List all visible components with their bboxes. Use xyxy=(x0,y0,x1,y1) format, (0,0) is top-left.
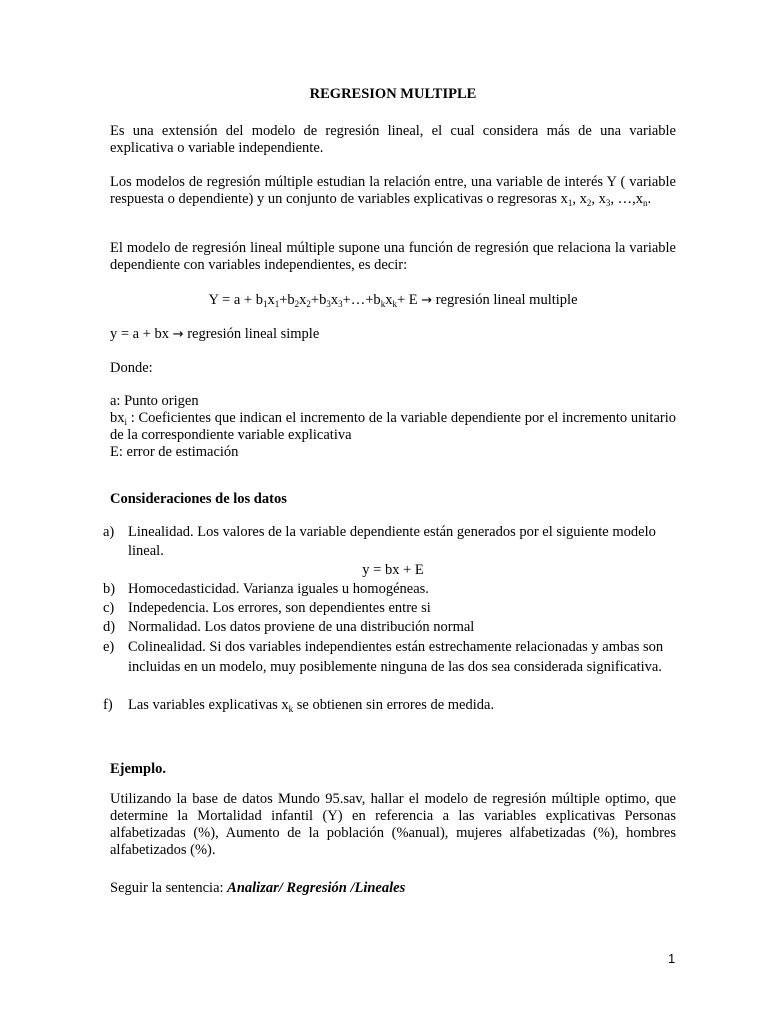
list-marker: f) xyxy=(103,697,113,713)
arrow-icon: → xyxy=(421,293,433,308)
list-item-text xyxy=(128,697,676,714)
list-item-text: Normalidad. Los datos proviene de una distribución normal xyxy=(128,619,475,635)
list-item xyxy=(103,581,676,598)
example-heading: Ejemplo. xyxy=(110,761,166,777)
list-item xyxy=(103,600,676,617)
list-item-text: Linealidad. Los valores de la variable dependiente están generados por el siguiente modelo lineal. xyxy=(128,524,656,559)
example-paragraph: Utilizando la base de datos Mundo 95.sav, hallar el modelo de regresión múltiple optimo, que determine la Mortalidad infantil (Y) en referencia a las variables explicativas Personas alfabetizadas (%), Aumento de la población (%anual), mujeres alfabetizadas (%), hombres alfabetizados (%). xyxy=(110,791,676,858)
list-item xyxy=(103,523,676,561)
multiple-equation-rendered: $Y = a + b_1x_1+b_2x_2+b_3x_3+\dots+b_kx_k+ E$ xyxy=(208,292,422,309)
list-item-text-before: Las variables explicativas x xyxy=(128,697,289,713)
model-paragraph: El modelo de regresión lineal múltiple supone una función de regresión que relaciona la variable dependiente con variables independientes, es decir: xyxy=(110,240,676,273)
list-item xyxy=(103,638,676,677)
follow-path: Analizar/ Regresión /Lineales xyxy=(227,880,406,896)
list-item-sub: k xyxy=(288,704,294,714)
arrow-icon: → xyxy=(172,327,184,342)
multiple-equation-label: regresión lineal multiple xyxy=(435,292,578,308)
list-item xyxy=(103,697,676,714)
list-marker: b) xyxy=(103,581,116,597)
models-paragraph-text: Los modelos de regresión múltiple estudian la relación entre, una variable de interés Y ( variable respuesta o dependiente) y un conjunto de variables explicativas o regresoras xyxy=(110,174,676,207)
list-item-text: Indepedencia. Los errores, son dependientes entre si xyxy=(128,600,431,616)
simple-equation-label: regresión lineal simple xyxy=(187,326,320,342)
definition-bx xyxy=(110,410,676,444)
page-number: 1 xyxy=(668,951,676,966)
list-item xyxy=(103,619,676,636)
donde-label: Donde: xyxy=(110,360,153,376)
considerations-heading: Consideraciones de los datos xyxy=(110,491,287,507)
linear-model-equation: y = bx + E xyxy=(362,562,424,578)
multiple-equation-line xyxy=(110,292,676,309)
simple-equation-line xyxy=(110,326,319,343)
definition-bx-sub: i xyxy=(124,417,128,427)
intro-paragraph: Es una extensión del modelo de regresión lineal, el cual considera más de una variable explicativa o variable independiente. xyxy=(110,123,676,156)
follow-prefix: Seguir la sentencia: xyxy=(110,880,228,896)
models-paragraph xyxy=(110,174,676,208)
list-marker: a) xyxy=(103,524,115,540)
models-paragraph-vars-rendered: $x_1$, $x_2$, $x_3$, $\dots,x_n$. xyxy=(560,191,652,208)
definition-e: E: error de estimación xyxy=(110,444,239,460)
list-marker: e) xyxy=(103,639,115,655)
definition-bx-prefix: bx xyxy=(110,410,125,426)
definition-bx-text: : Coeficientes que indican el incremento de la variable dependiente por el incremento unitario de la correspondiente variable explicativa xyxy=(110,410,676,443)
list-item-text: Homocedasticidad. Varianza iguales u homogéneas. xyxy=(128,581,429,597)
list-marker: d) xyxy=(103,619,116,635)
definition-a: a: Punto origen xyxy=(110,393,199,409)
list-item-text: Colinealidad. Si dos variables independientes están estrechamente relacionadas y ambas son incluidas en un modelo, muy posiblemente ninguna de las dos sea considerada significativa. xyxy=(128,639,664,675)
page-title: REGRESION MULTIPLE xyxy=(309,86,477,102)
follow-line xyxy=(110,880,405,897)
simple-equation: y = a + bx xyxy=(110,326,170,342)
list-marker: c) xyxy=(103,600,115,616)
list-item-text-after: se obtienen sin errores de medida. xyxy=(293,697,495,713)
